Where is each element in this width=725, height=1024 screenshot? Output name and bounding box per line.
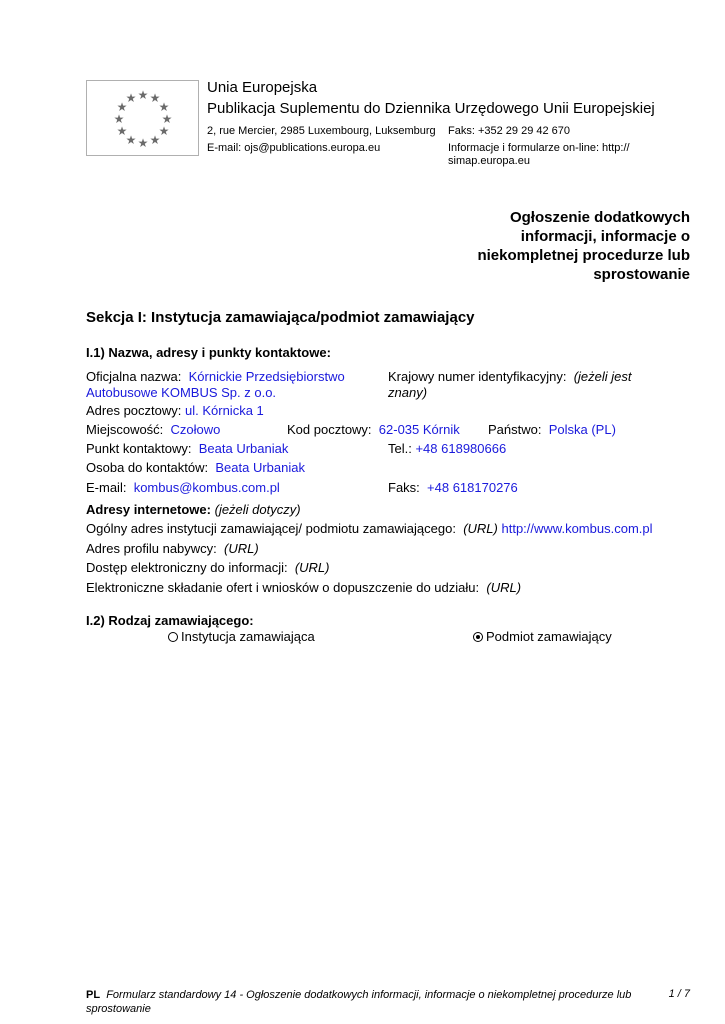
internet-heading-note: (jeżeli dotyczy) <box>214 502 301 517</box>
official-name-value-line1: Kórnickie Przedsiębiorstwo <box>188 369 345 384</box>
electronic-submission <box>86 580 521 596</box>
official-name-value-line2: Autobusowe KOMBUS Sp. z o.o. <box>86 385 277 400</box>
header-email: E-mail: ojs@publications.europa.eu <box>207 142 381 154</box>
electronic-access-label: Dostęp elektroniczny do informacji: <box>86 560 288 575</box>
email-value: kombus@kombus.com.pl <box>133 480 280 495</box>
footer <box>86 988 646 1016</box>
official-name <box>86 369 376 401</box>
internet-heading-label: Adresy internetowe: <box>86 502 211 517</box>
town <box>86 422 220 438</box>
header-org: Unia Europejska <box>207 79 318 96</box>
general-address <box>86 521 653 537</box>
contact-person <box>86 460 305 476</box>
page-number: 1 / 7 <box>668 988 690 1000</box>
general-address-url-tag: (URL) <box>463 521 498 536</box>
email <box>86 480 280 496</box>
footer-text-line2: sprostowanie <box>86 1003 151 1015</box>
radio-checked-icon[interactable] <box>473 632 483 642</box>
country-label: Państwo: <box>488 422 542 437</box>
tel-label: Tel.: <box>388 441 412 456</box>
country <box>488 422 616 438</box>
star-icon: ★ <box>149 91 161 105</box>
contact-point-value: Beata Urbaniak <box>198 441 289 456</box>
buyer-profile-url-tag: (URL) <box>224 541 259 556</box>
postcode-value: 62-035 Kórnik <box>378 422 460 437</box>
option-contracting-authority[interactable] <box>168 629 315 645</box>
general-address-label: Ogólny adres instytucji zamawiającej/ podmiotu zamawiającego: <box>86 521 456 536</box>
contact-person-label: Osoba do kontaktów: <box>86 460 209 475</box>
buyer-profile <box>86 541 259 557</box>
notice-title-line: sprostowanie <box>593 266 690 283</box>
postal-label: Adres pocztowy: <box>86 403 182 418</box>
notice-title-line: Ogłoszenie dodatkowych <box>509 209 690 226</box>
email-label: E-mail: <box>86 480 127 495</box>
fax-value: +48 618170276 <box>427 480 518 495</box>
star-icon: ★ <box>116 124 128 138</box>
i1-heading: I.1) Nazwa, adresy i punkty kontaktowe: <box>86 345 331 360</box>
header-info-line1: Informacje i formularze on-line: http:// <box>448 142 630 154</box>
notice-title-line: informacji, informacje o <box>520 228 690 245</box>
header-publication: Publikacja Suplementu do Dziennika Urzędowego Unii Europejskiej <box>207 100 655 117</box>
eu-flag-logo <box>86 80 199 156</box>
star-icon: ★ <box>158 124 170 138</box>
footer-text-line1: Formularz standardowy 14 - Ogłoszenie dodatkowych informacji, informacje o niekompletnej procedurze lub <box>106 989 632 1001</box>
postcode <box>287 422 460 438</box>
footer-lang: PL <box>86 989 101 1001</box>
fax-label: Faks: <box>388 480 420 495</box>
telephone <box>388 441 506 457</box>
buyer-profile-label: Adres profilu nabywcy: <box>86 541 217 556</box>
header-address: 2, rue Mercier, 2985 Luxembourg, Luksemburg <box>207 125 436 137</box>
header-fax: Faks: +352 29 29 42 670 <box>448 125 571 137</box>
star-icon: ★ <box>161 112 173 126</box>
internet-heading <box>86 502 301 518</box>
electronic-submission-url-tag: (URL) <box>486 580 522 595</box>
postal-value: ul. Kórnicka 1 <box>185 403 264 418</box>
national-id <box>388 369 638 401</box>
section-title: Sekcja I: Instytucja zamawiająca/podmiot zamawiający <box>86 309 475 326</box>
contact-point <box>86 441 288 457</box>
fax <box>388 480 518 496</box>
star-icon: ★ <box>149 133 161 147</box>
country-value: Polska (PL) <box>548 422 616 437</box>
national-id-note-line2: znany) <box>388 385 428 400</box>
option-contracting-authority-label: Instytucja zamawiająca <box>181 629 315 644</box>
star-icon: ★ <box>158 100 170 114</box>
electronic-access <box>86 560 330 576</box>
i2-heading: I.2) Rodzaj zamawiającego: <box>86 613 254 628</box>
electronic-access-url-tag: (URL) <box>294 560 330 575</box>
option-contracting-entity[interactable] <box>473 629 612 645</box>
postcode-label: Kod pocztowy: <box>287 422 372 437</box>
option-contracting-entity-label: Podmiot zamawiający <box>486 629 612 644</box>
star-icon: ★ <box>137 136 149 150</box>
star-icon: ★ <box>113 112 125 126</box>
star-icon: ★ <box>116 100 128 114</box>
star-icon: ★ <box>137 88 149 102</box>
official-name-label: Oficjalna nazwa: <box>86 369 182 384</box>
radio-unchecked-icon[interactable] <box>168 632 178 642</box>
town-value: Czołowo <box>170 422 221 437</box>
tel-value: +48 618980666 <box>415 441 507 456</box>
national-id-note-line1: (jeżeli jest <box>573 369 632 384</box>
notice-title-line: niekompletnej procedurze lub <box>477 247 690 264</box>
star-icon: ★ <box>125 91 137 105</box>
contact-person-value: Beata Urbaniak <box>215 460 305 475</box>
star-icon: ★ <box>125 133 137 147</box>
header-info-line2: simap.europa.eu <box>448 155 530 167</box>
general-address-link[interactable]: http://www.kombus.com.pl <box>501 521 653 536</box>
notice-title <box>460 208 690 284</box>
town-label: Miejscowość: <box>86 422 164 437</box>
contact-point-label: Punkt kontaktowy: <box>86 441 192 456</box>
postal-address <box>86 403 264 419</box>
national-id-label: Krajowy numer identyfikacyjny: <box>388 369 567 384</box>
electronic-submission-label: Elektroniczne składanie ofert i wniosków o dopuszczenie do udziału: <box>86 580 480 595</box>
